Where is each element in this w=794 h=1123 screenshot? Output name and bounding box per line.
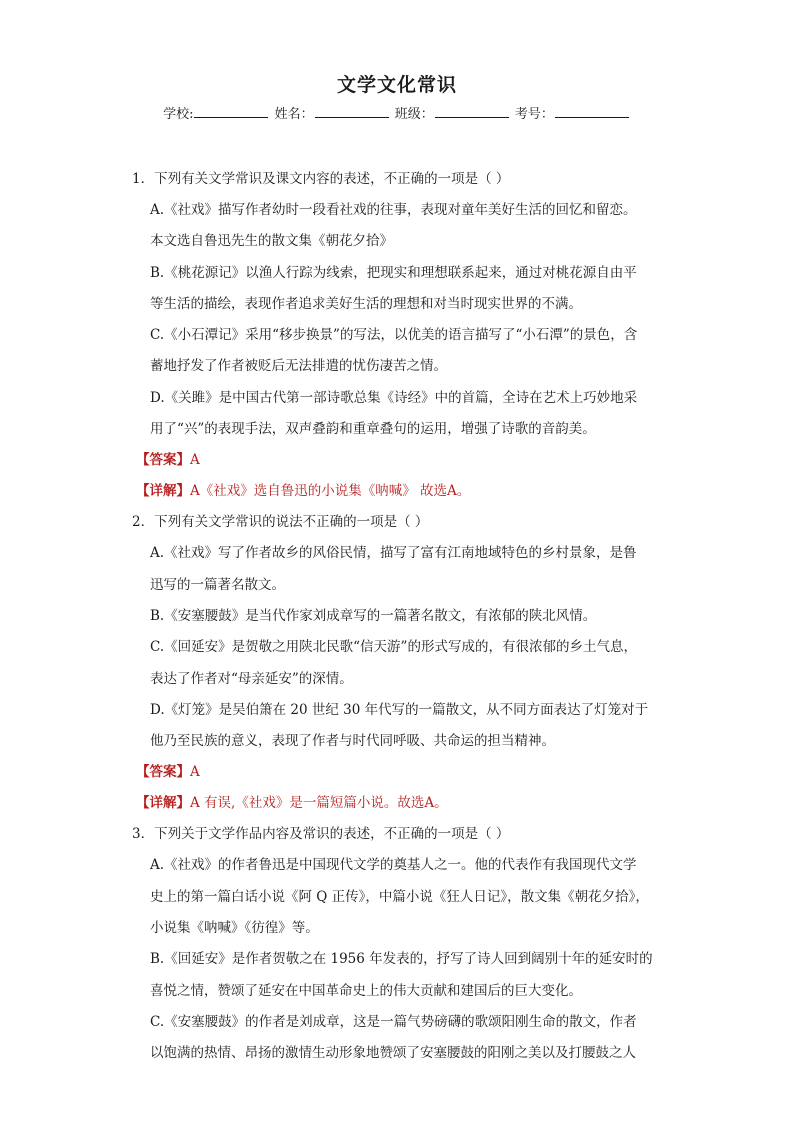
class-blank[interactable] (435, 105, 509, 118)
detail-line (132, 482, 672, 513)
name-label: 姓名： (274, 107, 314, 122)
option-line: B.《桃花源记》以渔人行踪为线索，把现实和理想联系起来，通过对桃花源自由平 (150, 264, 637, 281)
option-line: 喜悦之情，赞颂了延安在中国革命史上的伟大贡献和建国后的巨大变化。 (150, 982, 582, 999)
option-line: 表达了作者对“母亲延安”的深情。 (150, 670, 353, 687)
option-line: D.《灯笼》是吴伯箫在 20 世纪 30 年代写的一篇散文，从不同方面表达了灯笼对于 (150, 701, 649, 718)
exam-number-blank[interactable] (555, 105, 629, 118)
detail-tag: 【详解】 (136, 795, 190, 812)
answer-tag: 【答案】 (136, 452, 190, 469)
question-stem: 1．下列有关文学常识及课文内容的表述，不正确的一项是（ ） (132, 171, 510, 187)
question-3 (132, 825, 672, 1075)
exam-number-label: 考号： (514, 107, 554, 122)
option-line: 用了“兴”的表现手法，双声叠韵和重章叠句的运用，增强了诗歌的音韵美。 (150, 421, 596, 438)
answer-line (132, 763, 672, 794)
student-info-line (0, 103, 794, 122)
option-line: 小说集《呐喊》《彷徨》等。 (150, 920, 319, 937)
option-line: A.《社戏》写了作者故乡的风俗民情，描写了富有江南地域特色的乡村景象，是鲁 (150, 545, 637, 562)
question-2 (132, 513, 672, 825)
option-line: 迅写的一篇著名散文。 (150, 576, 285, 593)
answer-value: A (190, 764, 200, 781)
option-line: A.《社戏》描写作者幼时一段看社戏的往事，表现对童年美好生活的回忆和留恋。 (150, 202, 637, 218)
option-line: 他乃至民族的意义，表现了作者与时代同呼吸、共命运的担当精神。 (150, 733, 555, 750)
option-line: 蓄地抒发了作者被贬后无法排遣的忧伤凄苦之情。 (150, 358, 447, 375)
detail-line (132, 794, 672, 825)
option-line: 本文选自鲁迅先生的散文集《朝花夕拾》 (150, 233, 393, 250)
page-title: 文学文化常识 (336, 74, 457, 96)
option-line: B.《安塞腰鼓》是当代作家刘成章写的一篇著名散文，有浓郁的陕北风情。 (150, 607, 597, 624)
option-line: C.《回延安》是贺敬之用陕北民歌“信天游”的形式写成的，有很浓郁的乡土气息， (150, 639, 637, 656)
option-line: A.《社戏》的作者鲁迅是中国现代文学的奠基人之一。他的代表作有我国现代文学 (150, 857, 637, 874)
school-blank[interactable] (194, 105, 268, 118)
option-line: D.《关雎》是中国古代第一部诗歌总集《诗经》中的首篇，全诗在艺术上巧妙地采 (150, 389, 638, 406)
answer-value: A (190, 452, 200, 469)
option-line: 以饱满的热情、昂扬的激情生动形象地赞颂了安塞腰鼓的阳刚之美以及打腰鼓之人 (150, 1045, 636, 1062)
name-blank[interactable] (315, 105, 389, 118)
question-list (132, 170, 672, 1076)
detail-tag: 【详解】 (136, 483, 190, 500)
answer-tag: 【答案】 (136, 764, 190, 781)
class-label: 班级： (394, 107, 434, 122)
option-line: C.《小石潭记》采用“移步换景”的写法，以优美的语言描写了“小石潭”的景色，含 (150, 327, 638, 344)
option-line: B.《回延安》是作者贺敬之在 1956 年发表的，抒写了诗人回到阔别十年的延安时的 (150, 951, 653, 968)
option-line: 史上的第一篇白话小说《阿 Q 正传》，中篇小说《狂人日记》，散文集《朝花夕拾》， (150, 888, 649, 905)
answer-line (132, 451, 672, 482)
detail-text: A 有误,《社戏》是一篇短篇小说。故选A。 (190, 795, 448, 812)
option-line: 等生活的描绘，表现作者追求美好生活的理想和对当时现实世界的不满。 (150, 295, 582, 312)
option-line: C.《安塞腰鼓》的作者是刘成章，这是一篇气势磅礴的歌颂阳刚生命的散文，作者 (150, 1013, 637, 1030)
detail-text: A《社戏》选自鲁迅的小说集《呐喊》 故选A。 (190, 483, 471, 500)
school-label: 学校: (163, 107, 194, 122)
question-stem: 2．下列有关文学常识的说法不正确的一项是（ ） (132, 514, 429, 531)
question-1 (132, 170, 672, 513)
question-stem: 3．下列关于文学作品内容及常识的表述，不正确的一项是（ ） (132, 826, 510, 843)
